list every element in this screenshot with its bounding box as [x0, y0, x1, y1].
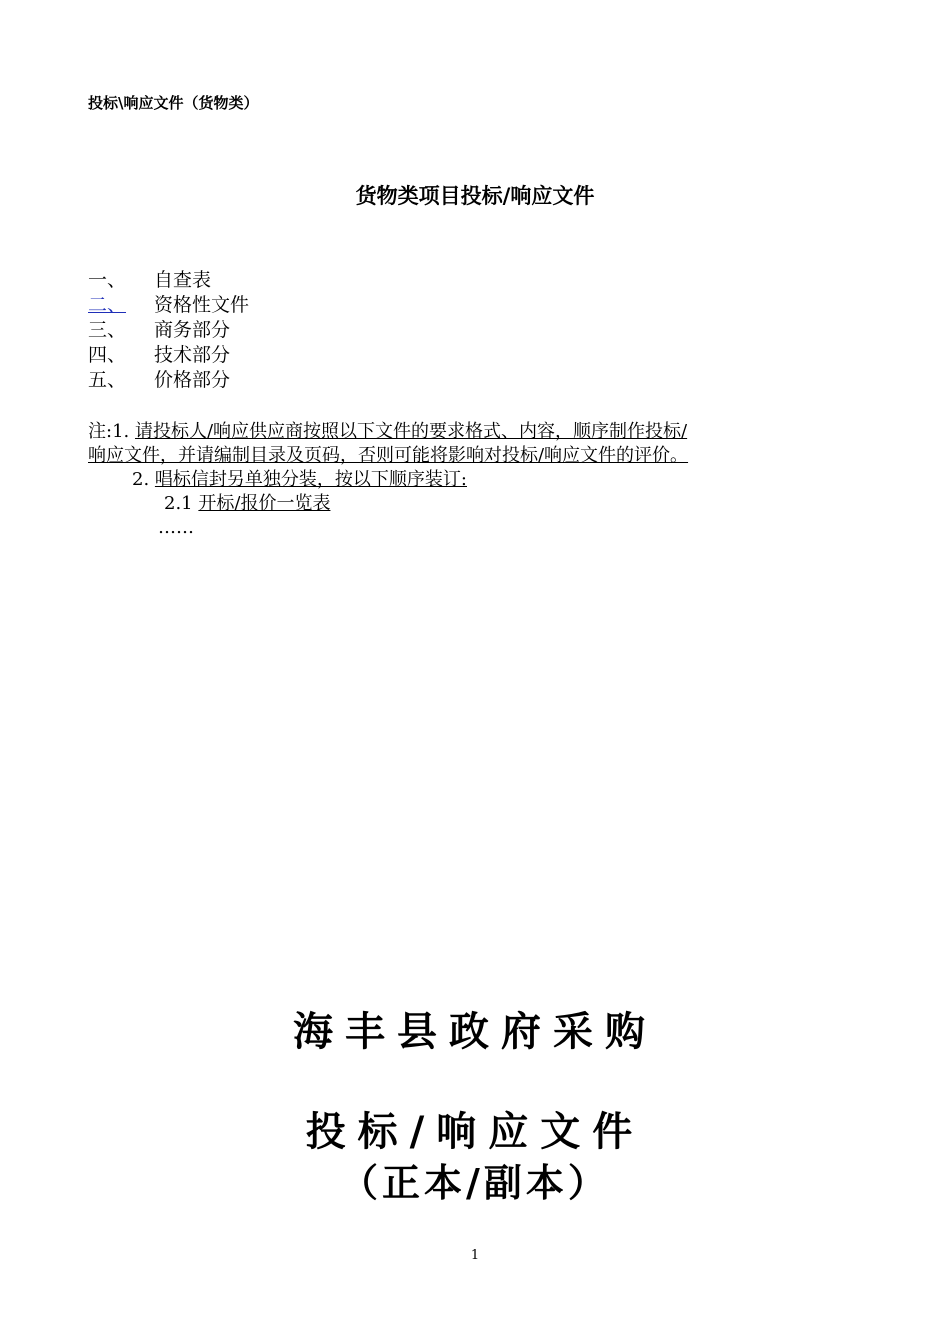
toc-item-label: 自查表 — [154, 269, 212, 291]
note-item-2 — [88, 468, 688, 492]
cover-org-title: 海丰县政府采购 — [293, 1009, 657, 1055]
toc-item-number-link[interactable]: 二、 — [88, 294, 127, 316]
table-of-contents — [88, 268, 249, 393]
cover-doc-title: 投标/响应文件 — [305, 1109, 645, 1155]
note-item-2-1 — [88, 492, 688, 516]
toc-item-label: 技术部分 — [154, 344, 231, 366]
note-item-2-1-text: 开标/报价一览表 — [198, 493, 331, 514]
notes-section — [88, 420, 688, 540]
toc-item-5 — [88, 368, 249, 393]
toc-item-label: 价格部分 — [154, 369, 231, 391]
document-title: 货物类项目投标/响应文件 — [355, 184, 595, 208]
toc-item-label: 资格性文件 — [154, 294, 250, 316]
toc-item-number: 三、 — [88, 319, 127, 341]
toc-item-label: 商务部分 — [154, 319, 231, 341]
note-prefix: 注:1. — [88, 421, 130, 442]
note-ellipsis: …… — [158, 517, 194, 538]
note-line-1 — [88, 420, 688, 444]
note-line-2: 响应文件，并请编制目录及页码，否则可能将影响对投标/响应文件的评价。 — [88, 445, 689, 466]
page-number: 1 — [470, 1248, 480, 1263]
toc-item-3 — [88, 318, 249, 343]
toc-item-number: 四、 — [88, 344, 127, 366]
note-text-1: 请投标人/响应供应商按照以下文件的要求格式、内容，顺序制作投标/ — [134, 421, 688, 442]
toc-item-1 — [88, 268, 249, 293]
toc-item-2[interactable] — [88, 293, 249, 318]
toc-item-4 — [88, 343, 249, 368]
toc-item-number: 一、 — [88, 269, 127, 291]
cover-version: （正本/副本） — [340, 1161, 610, 1205]
toc-item-number: 五、 — [88, 369, 127, 391]
note-item-2-1-number: 2.1 — [164, 493, 193, 514]
page-header: 投标\响应文件（货物类） — [88, 94, 259, 112]
note-item-2-number: 2. — [132, 469, 150, 490]
note-item-2-text: 唱标信封另单独分装，按以下顺序装订: — [154, 469, 467, 490]
